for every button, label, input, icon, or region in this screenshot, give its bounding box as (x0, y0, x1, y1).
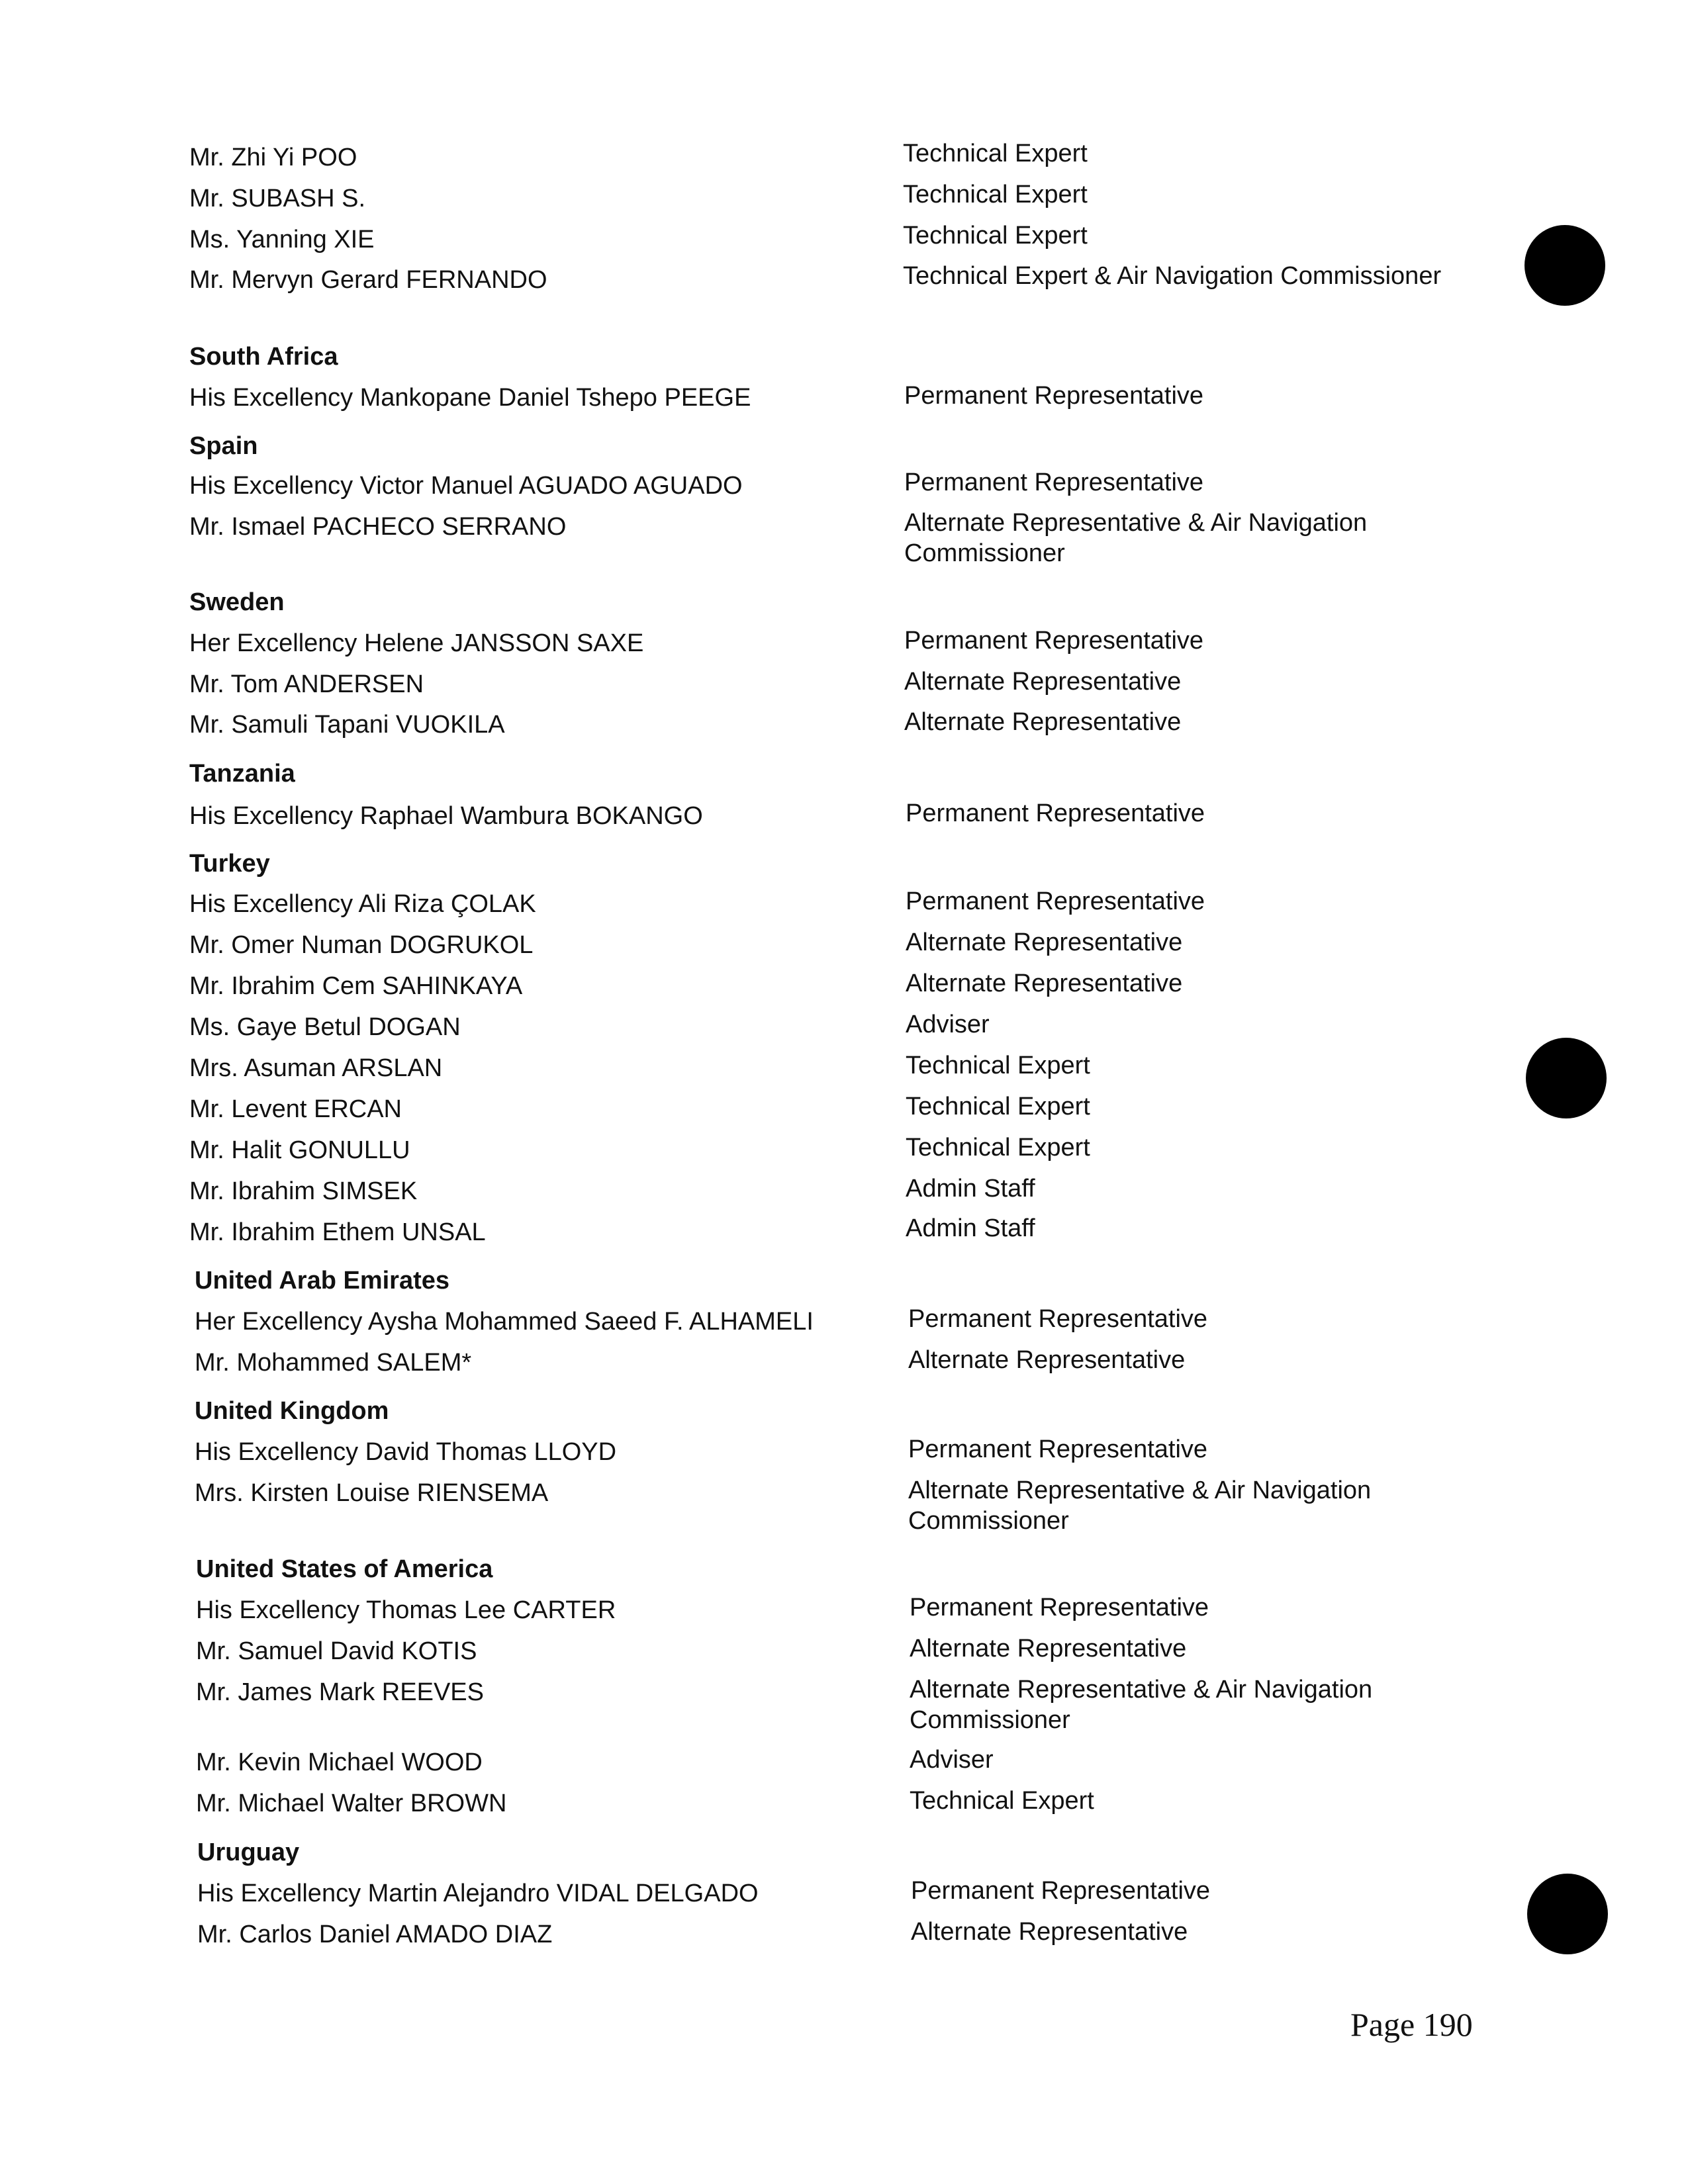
delegate-name: Her Excellency Helene JANSSON SAXE (189, 629, 644, 657)
delegate-name: Mr. Ismael PACHECO SERRANO (189, 513, 567, 541)
delegate-name: Mr. Samuel David KOTIS (196, 1637, 477, 1665)
delegate-role: Adviser (910, 1746, 994, 1774)
country-heading: United Arab Emirates (195, 1267, 450, 1295)
delegate-name: Mr. Mohammed SALEM* (195, 1349, 472, 1377)
delegate-name: His Excellency Thomas Lee CARTER (196, 1596, 616, 1624)
delegate-name: Mr. Samuli Tapani VUOKILA (189, 711, 505, 739)
delegate-name: Mr. Halit GONULLU (189, 1136, 410, 1164)
delegate-name: Mr. Ibrahim Cem SAHINKAYA (189, 972, 523, 1000)
delegate-name: Mr. Zhi Yi POO (189, 144, 357, 171)
delegate-role: Alternate Representative (906, 970, 1183, 997)
delegate-name: Mr. James Mark REEVES (196, 1678, 484, 1706)
delegate-name: Mrs. Asuman ARSLAN (189, 1054, 443, 1082)
delegate-role: Alternate Representative & Air Navigation Commissioner (910, 1676, 1373, 1734)
delegate-role: Alternate Representative (910, 1635, 1187, 1662)
delegate-role: Permanent Representative (906, 887, 1205, 915)
country-heading: United Kingdom (195, 1397, 389, 1425)
delegate-name: Mr. Carlos Daniel AMADO DIAZ (197, 1921, 553, 1948)
country-heading: Tanzania (189, 760, 295, 788)
delegate-role: Admin Staff (906, 1175, 1035, 1203)
delegate-role: Alternate Representative (906, 929, 1183, 956)
delegate-role: Permanent Representative (904, 382, 1204, 410)
punch-hole (1524, 225, 1605, 306)
delegate-name: Ms. Gaye Betul DOGAN (189, 1013, 461, 1041)
delegate-name: His Excellency Ali Riza ÇOLAK (189, 890, 536, 918)
delegate-role: Adviser (906, 1011, 990, 1038)
delegate-role: Technical Expert (903, 222, 1088, 250)
country-heading: Uruguay (197, 1839, 300, 1866)
delegate-name: Mr. Ibrahim Ethem UNSAL (189, 1218, 486, 1246)
delegate-role: Alternate Representative (911, 1918, 1188, 1946)
delegate-name: His Excellency Mankopane Daniel Tshepo PEEGE (189, 384, 751, 412)
delegate-role: Technical Expert (903, 140, 1088, 167)
delegate-role: Technical Expert (906, 1093, 1090, 1120)
delegate-role: Technical Expert (906, 1052, 1090, 1079)
delegate-role: Admin Staff (906, 1214, 1035, 1242)
delegate-role: Permanent Representative (906, 799, 1205, 827)
delegate-name: Mr. SUBASH S. (189, 185, 366, 212)
delegate-role: Alternate Representative (904, 668, 1182, 696)
delegate-name: His Excellency Raphael Wambura BOKANGO (189, 802, 703, 830)
delegate-name: Mr. Mervyn Gerard FERNANDO (189, 266, 547, 294)
delegate-role: Alternate Representative (908, 1346, 1186, 1374)
delegate-role: Permanent Representative (904, 627, 1204, 655)
delegate-name: His Excellency David Thomas LLOYD (195, 1438, 617, 1466)
delegate-name: Mr. Omer Numan DOGRUKOL (189, 931, 534, 959)
delegate-role: Permanent Representative (911, 1877, 1211, 1905)
country-heading: United States of America (196, 1555, 493, 1583)
delegate-role: Technical Expert (906, 1134, 1090, 1161)
delegate-role: Permanent Representative (908, 1305, 1208, 1333)
delegate-role: Alternate Representative (904, 708, 1182, 736)
delegate-name: Mrs. Kirsten Louise RIENSEMA (195, 1479, 549, 1507)
country-heading: Turkey (189, 850, 270, 878)
country-heading: Sweden (189, 588, 285, 616)
country-heading: South Africa (189, 343, 338, 371)
delegate-name: Mr. Tom ANDERSEN (189, 670, 424, 698)
punch-hole (1526, 1038, 1607, 1118)
delegate-role: Permanent Representative (908, 1435, 1208, 1463)
delegate-role: Alternate Representative & Air Navigation Commissioner (904, 509, 1368, 567)
delegate-name: Mr. Kevin Michael WOOD (196, 1749, 483, 1776)
punch-hole (1527, 1874, 1608, 1954)
delegate-role: Permanent Representative (904, 469, 1204, 496)
delegate-name: Her Excellency Aysha Mohammed Saeed F. ALHAMELI (195, 1308, 814, 1336)
delegate-role: Technical Expert (903, 181, 1088, 208)
page-number: Page 190 (1350, 2006, 1473, 2043)
delegate-role: Alternate Representative & Air Navigation Commissioner (908, 1477, 1372, 1535)
delegate-role: Technical Expert & Air Navigation Commissioner (903, 262, 1442, 290)
country-heading: Spain (189, 432, 258, 460)
delegate-name: His Excellency Martin Alejandro VIDAL DELGADO (197, 1880, 759, 1907)
delegate-role: Permanent Representative (910, 1594, 1209, 1621)
delegate-name: Mr. Ibrahim SIMSEK (189, 1177, 418, 1205)
delegate-name: Ms. Yanning XIE (189, 226, 375, 253)
delegate-name: His Excellency Victor Manuel AGUADO AGUADO (189, 472, 743, 500)
delegate-name: Mr. Michael Walter BROWN (196, 1790, 507, 1817)
delegate-role: Technical Expert (910, 1787, 1094, 1815)
delegate-name: Mr. Levent ERCAN (189, 1095, 402, 1123)
